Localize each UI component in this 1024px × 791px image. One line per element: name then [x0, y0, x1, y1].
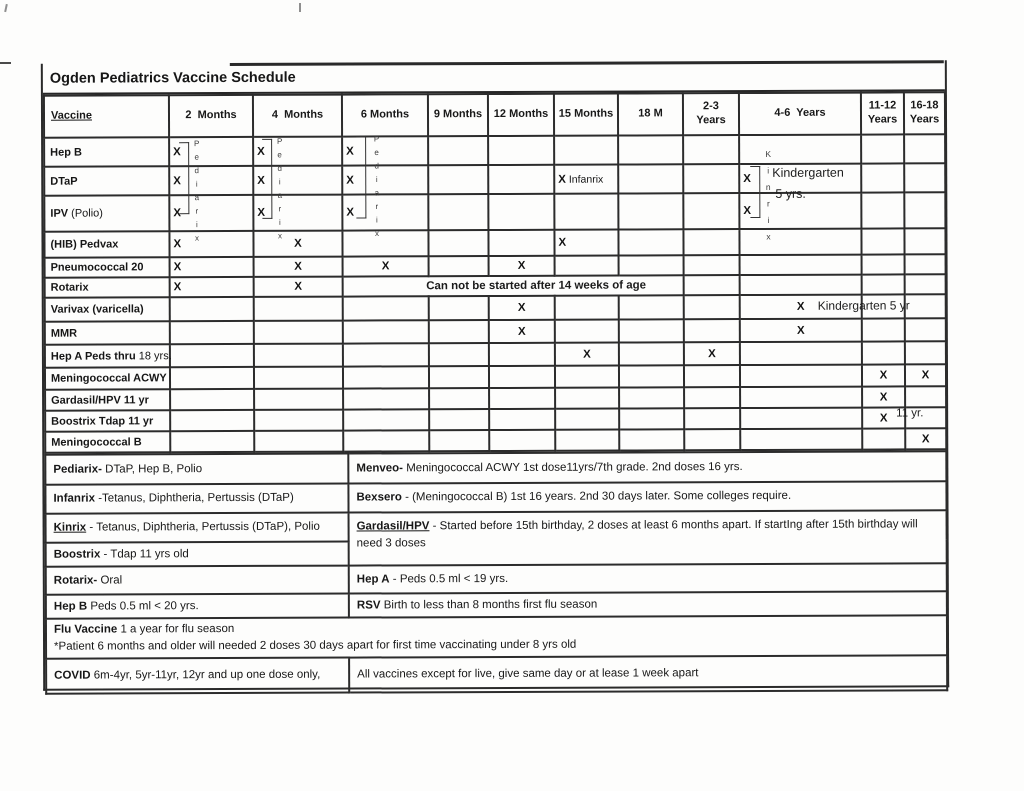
column-header-18-months: 18 M [618, 93, 683, 135]
x-mark: X [173, 145, 181, 158]
empty-cell-m15 [555, 366, 619, 388]
empty-cell-m4 [254, 410, 343, 431]
kinrix-bracket-4-6-years [750, 166, 760, 218]
empty-cell-y23 [684, 365, 740, 387]
legend-entry-hep-b: Hep B Peds 0.5 ml < 20 yrs. [46, 594, 349, 619]
x-mark: X [558, 236, 567, 249]
kindergarten-note-line2: 5 yrs. [775, 186, 806, 201]
x-mark: X [173, 207, 182, 220]
mark-cell-m15 [554, 165, 618, 194]
x-mark: X [173, 261, 182, 274]
vaccine-name: DTaP [44, 166, 169, 195]
scan-speck-top-center [299, 3, 301, 12]
column-header-4-6-years: 4-6 Years [739, 93, 861, 135]
empty-cell-m15 [555, 388, 619, 409]
legend-row-kinrix [46, 510, 947, 542]
x-mark: X [517, 259, 526, 272]
mark-cell-m15 [554, 230, 618, 256]
empty-cell-m4 [254, 321, 343, 344]
empty-cell-m18 [619, 319, 684, 342]
empty-cell-m12 [488, 165, 554, 194]
empty-cell-m18 [619, 429, 684, 450]
x-mark: X [346, 206, 355, 219]
empty-cell-y1112 [861, 134, 904, 163]
vaccine-row [45, 294, 946, 321]
column-header-vaccine: Vaccine [44, 95, 169, 137]
legend-entry-boostrix: Boostrix - Tdap 11 yrs old [46, 542, 349, 567]
legend-entry-rotarix: Rotarix- Oral [46, 566, 349, 595]
empty-cell-y23 [683, 193, 739, 229]
vaccine-name: Hep A Peds thru 18 yrs. [45, 344, 170, 367]
empty-cell-m12 [488, 136, 554, 165]
column-header-11-12-years: 11-12 Years [861, 92, 904, 134]
empty-cell-m12 [489, 366, 555, 388]
x-mark: X [173, 281, 182, 294]
empty-cell-m15 [555, 430, 619, 451]
empty-cell-y23 [684, 429, 740, 450]
rotarix-age-limit-note: Can not be started after 14 weeks of age [343, 275, 684, 296]
empty-cell-y1112 [862, 274, 905, 294]
empty-cell-y46 [739, 135, 861, 164]
legend-entry-menveo: Menveo- Meningococcal ACWY 1st dose11yrs/7th grade. 2nd doses 16 yrs. [348, 451, 946, 483]
empty-cell-m18 [618, 193, 683, 229]
patient-note: *Patient 6 months and older will needed 2 doses 30 days apart for first time vaccinating under 8 yrs old [54, 638, 577, 653]
empty-cell-m6 [342, 230, 428, 256]
empty-cell-m2 [170, 389, 254, 410]
pediarix-bracket-4-months [262, 139, 272, 219]
vaccine-name: Meningococcal ACWY [45, 367, 170, 389]
mark-note: Infanrix [565, 173, 604, 186]
mark-cell-m6 [342, 136, 428, 165]
column-header-2-3-years: 2-3 Years [683, 93, 739, 135]
empty-cell-y46 [740, 408, 862, 429]
legend-entry-bexsero: Bexsero - (Meningococcal B) 1st 16 years. 2nd 30 days later. Some colleges require. [348, 481, 946, 512]
mark-cell-m4 [254, 277, 343, 297]
legend-entry-all-vaccines: All vaccines except for live, give same day or at lease 1 week apart [349, 655, 947, 692]
scan-speck-top-left [4, 4, 7, 12]
vaccine-name: (HIB) Pedvax [44, 231, 169, 257]
x-mark: X [294, 237, 302, 250]
empty-cell-y1112 [862, 318, 905, 341]
legend-row-covid [46, 655, 947, 693]
empty-cell-y23 [684, 275, 740, 295]
document-frame [41, 60, 949, 690]
empty-cell-y46 [739, 229, 861, 255]
column-header-9-months: 9 Months [428, 94, 488, 136]
empty-cell-m6 [343, 430, 429, 451]
mark-cell-m4 [254, 257, 343, 277]
empty-cell-y46 [740, 275, 862, 295]
legend-entry-hep-a: Hep A - Peds 0.5 ml < 19 yrs. [349, 563, 947, 593]
empty-cell-m4 [254, 344, 343, 367]
x-mark: X [346, 145, 354, 158]
document-title: Ogden Pediatrics Vaccine Schedule [43, 60, 945, 94]
empty-cell-m18 [619, 365, 684, 387]
empty-cell-m15 [555, 320, 619, 343]
legend-row-infanrix [45, 481, 946, 513]
empty-cell-m9 [429, 366, 489, 388]
empty-cell-m15 [554, 136, 618, 165]
empty-cell-m2 [170, 321, 254, 344]
empty-cell-m4 [254, 389, 343, 410]
vaccine-name: Varivax (varicella) [45, 297, 170, 321]
mark-cell-y23 [684, 342, 740, 365]
empty-cell-m15 [555, 296, 619, 320]
empty-cell-y1618 [905, 318, 946, 341]
vaccine-name: MMR [45, 321, 170, 344]
x-mark: X [257, 174, 265, 187]
x-mark: X [879, 369, 888, 382]
empty-cell-y23 [684, 408, 740, 429]
legend-table [44, 450, 948, 694]
pediarix-bracket-6-months [356, 136, 366, 218]
x-mark: X [381, 260, 390, 273]
empty-cell-y1618 [904, 163, 945, 192]
empty-cell-m9 [429, 388, 489, 409]
header-row [44, 92, 945, 137]
empty-cell-y1618 [904, 228, 945, 254]
empty-cell-m15 [555, 256, 619, 276]
varivax-kindergarten-note: Kindergarten 5 yr [817, 298, 910, 313]
empty-cell-m6 [343, 296, 429, 320]
empty-cell-m4 [254, 367, 343, 389]
empty-cell-m9 [429, 409, 489, 430]
vaccine-row [45, 428, 946, 452]
empty-cell-m2 [170, 410, 254, 431]
legend-row-hep-b [46, 591, 947, 618]
empty-cell-y23 [683, 164, 739, 193]
x-mark: X [517, 301, 526, 314]
empty-cell-m12 [489, 343, 555, 366]
legend-row-flu [46, 615, 947, 658]
mark-cell-m2 [170, 277, 254, 297]
empty-cell-y1112 [862, 341, 905, 364]
empty-cell-y1618 [904, 134, 945, 163]
legend-entry-infanrix: Infanrix -Tetanus, Diphtheria, Pertussis (DTaP) [45, 484, 348, 514]
empty-cell-y1112 [862, 254, 905, 274]
kinrix-vertical-label: Kinrix [763, 148, 774, 248]
legend-entry-flu [46, 615, 947, 658]
legend-entry-pediarix: Pediarix- DTaP, Hep B, Polio [45, 454, 348, 485]
mark-cell-y1112 [862, 386, 905, 407]
empty-cell-y1618 [905, 254, 946, 274]
empty-cell-m18 [618, 164, 683, 193]
x-mark: X [257, 206, 266, 219]
empty-cell-m6 [343, 320, 429, 343]
mark-cell-m6 [342, 194, 428, 230]
column-header-2-months: 2 Months [169, 95, 253, 137]
x-mark: X [294, 280, 303, 293]
empty-cell-y46 [740, 342, 862, 365]
empty-cell-y1618 [905, 294, 946, 318]
empty-cell-m6 [343, 388, 429, 409]
x-mark: X [558, 173, 566, 186]
empty-cell-y1618 [905, 386, 946, 407]
empty-cell-m9 [428, 136, 488, 165]
empty-cell-y46 [740, 365, 862, 387]
x-mark: X [743, 172, 751, 185]
vaccine-name: Boostrix Tdap 11 yr [45, 410, 170, 431]
flu-vaccine-note: Flu Vaccine 1 a year for flu season [53, 623, 235, 636]
empty-cell-y23 [684, 319, 740, 342]
empty-cell-m18 [619, 387, 684, 408]
x-mark: X [517, 325, 526, 338]
x-mark: X [173, 238, 182, 251]
empty-cell-m12 [488, 230, 554, 256]
empty-cell-m12 [489, 430, 555, 451]
x-mark: X [921, 369, 930, 382]
pediarix-vertical-label-2-months: Pediarix [192, 139, 202, 248]
empty-cell-y23 [684, 255, 740, 275]
empty-cell-y1112 [861, 228, 904, 254]
empty-cell-m2 [170, 344, 254, 367]
vaccine-row [44, 228, 945, 257]
empty-cell-m12 [488, 194, 554, 230]
x-mark: X [346, 174, 354, 187]
empty-cell-m6 [343, 366, 429, 388]
empty-cell-m2 [170, 367, 254, 389]
mark-cell-m15 [555, 343, 619, 366]
pediarix-vertical-label-6-months: Pediarix [372, 134, 382, 243]
pediarix-bracket-2-months [179, 142, 189, 214]
mark-cell-m4 [253, 231, 342, 257]
mark-cell-m12 [489, 256, 555, 276]
mark-cell-y1618 [905, 428, 946, 449]
empty-cell-y1618 [904, 192, 945, 228]
empty-cell-y1112 [861, 192, 904, 228]
empty-cell-y23 [684, 387, 740, 408]
column-header-4-months: 4 Months [253, 95, 342, 137]
pediarix-vertical-label-4-months: Pediarix [275, 136, 285, 245]
x-mark: X [879, 411, 888, 425]
empty-cell-y1112 [862, 428, 905, 449]
column-header-12-months: 12 Months [488, 94, 554, 136]
empty-cell-y23 [684, 295, 740, 319]
empty-cell-m9 [429, 256, 489, 276]
column-header-6-months: 6 Months [342, 94, 428, 136]
column-header-15-months: 15 Months [554, 94, 618, 136]
empty-cell-m18 [619, 342, 684, 365]
empty-cell-m15 [555, 409, 619, 430]
empty-cell-y23 [683, 229, 739, 255]
vaccine-name: IPV (Polio) [44, 195, 169, 231]
x-mark: X [257, 145, 265, 158]
empty-cell-m2 [170, 297, 254, 321]
legend-row-rotarix [46, 563, 947, 594]
x-mark: X [708, 347, 716, 360]
x-mark: X [173, 174, 181, 187]
empty-cell-m4 [254, 431, 343, 452]
x-mark: X [796, 324, 805, 337]
empty-cell-m2 [170, 431, 254, 452]
empty-cell-y1618 [905, 274, 946, 294]
vaccine-name: Gardasil/HPV 11 yr [45, 389, 170, 410]
legend-entry-covid: COVID 6m-4yr, 5yr-11yr, 12yr and up one dose only, [46, 658, 349, 694]
mark-cell-y1112 [862, 364, 905, 386]
legend-entry-gardasil: Gardasil/HPV - Started before 15th birthday, 2 doses at least 6 months apart. If startIng after 15th birthday will need 3 doses [349, 510, 947, 565]
legend-entry-kinrix: Kinrix - Tetanus, Diphtheria, Pertussis (DTaP), Polio [46, 513, 349, 543]
legend-entry-rsv: RSV Birth to less than 8 months first flu season [349, 591, 947, 617]
empty-cell-m9 [429, 296, 489, 320]
empty-cell-m18 [619, 295, 684, 319]
empty-cell-m9 [429, 343, 489, 366]
empty-cell-m9 [428, 165, 488, 194]
empty-cell-m15 [554, 194, 618, 230]
empty-cell-m9 [429, 320, 489, 343]
x-mark: X [294, 260, 302, 273]
empty-cell-m9 [428, 230, 488, 256]
empty-cell-y1112 [861, 163, 904, 192]
empty-cell-y46 [740, 255, 862, 275]
vaccine-row [45, 318, 946, 344]
mark-cell-m12 [489, 296, 555, 320]
empty-cell-m18 [619, 408, 684, 429]
vaccine-name: Meningococcal B [45, 431, 170, 452]
empty-cell-m6 [343, 409, 429, 430]
empty-cell-m9 [428, 194, 488, 230]
x-mark: X [583, 348, 591, 361]
mark-cell-m2 [170, 257, 254, 277]
kindergarten-note-line1: Kindergarten [772, 165, 844, 180]
empty-cell-m4 [254, 297, 343, 321]
empty-cell-y23 [683, 135, 739, 164]
boostrix-11yr-note: 11 yr. [896, 407, 924, 420]
scan-dash-left-edge [0, 62, 11, 64]
legend-row-pediarix [45, 451, 946, 484]
empty-cell-y46 [740, 387, 862, 408]
x-mark: X [879, 390, 888, 404]
x-mark: X [796, 300, 805, 313]
empty-cell-m18 [618, 229, 683, 255]
empty-cell-m9 [429, 430, 489, 451]
mark-cell-m6 [342, 165, 428, 194]
empty-cell-y46 [740, 429, 862, 450]
vaccine-name: Rotarix [45, 277, 170, 297]
vaccine-name: Hep B [44, 137, 169, 166]
vaccine-row [45, 341, 946, 367]
x-mark: X [743, 205, 752, 218]
mark-cell-m2 [169, 231, 253, 257]
empty-cell-m6 [343, 343, 429, 366]
column-header-16-18-years: 16-18 Years [904, 92, 945, 134]
empty-cell-m18 [619, 255, 684, 275]
empty-cell-m12 [489, 409, 555, 430]
empty-cell-m12 [489, 388, 555, 409]
empty-cell-m18 [618, 135, 683, 164]
mark-cell-m12 [489, 320, 555, 343]
mark-cell-y1618 [905, 364, 946, 386]
x-mark: X [921, 432, 930, 445]
vaccine-name: Pneumococcal 20 [45, 257, 170, 277]
mark-cell-m6 [343, 256, 429, 276]
empty-cell-y1618 [905, 341, 946, 364]
mark-cell-y46 [740, 319, 862, 342]
